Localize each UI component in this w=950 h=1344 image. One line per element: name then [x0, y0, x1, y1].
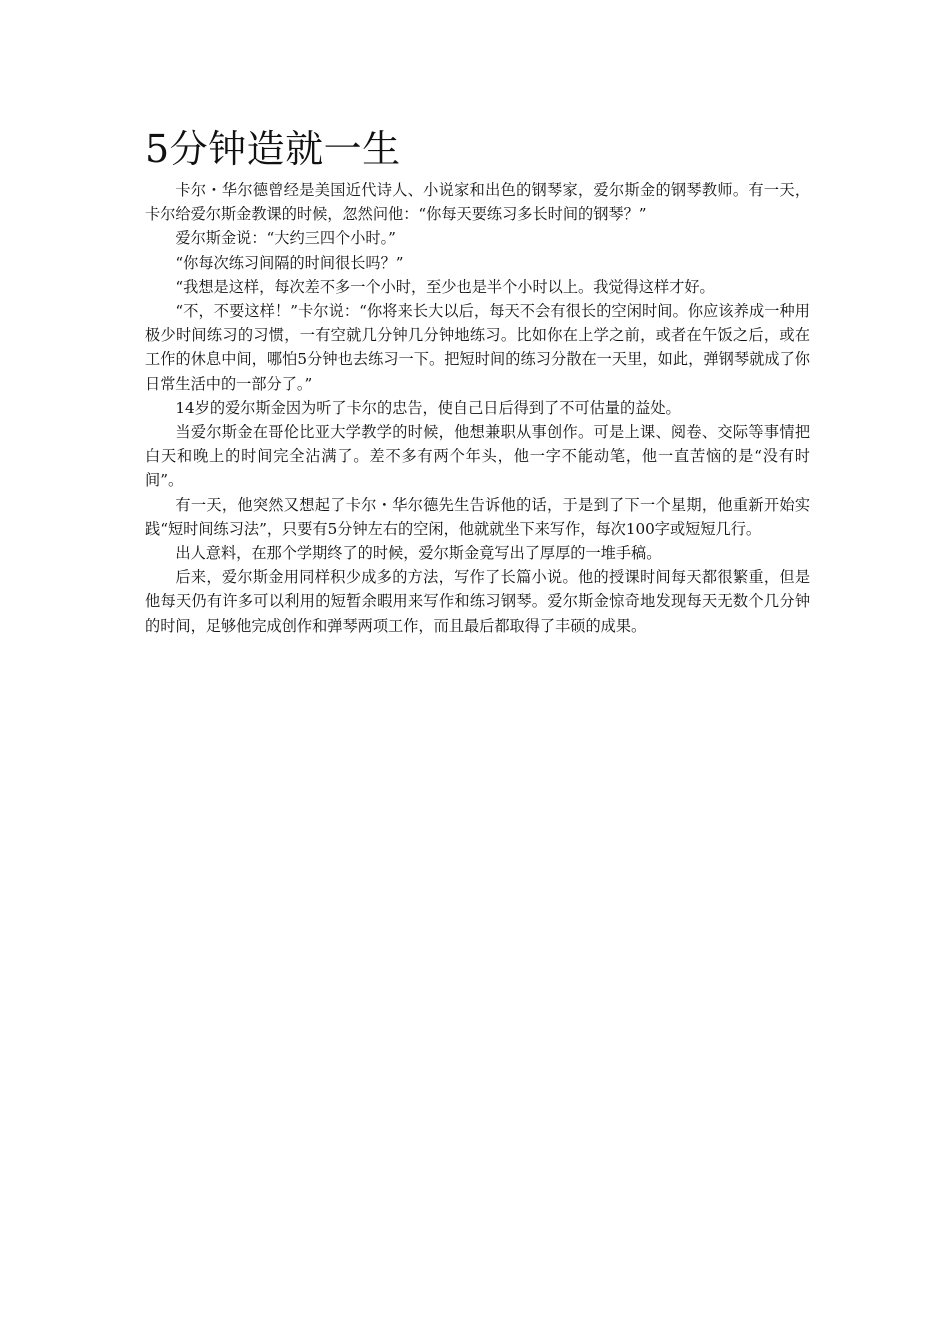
document-page [145, 126, 810, 638]
paragraph: “你每次练习间隔的时间很长吗？” [175, 253, 404, 272]
paragraph: 出人意料，在那个学期终了的时候，爱尔斯金竟写出了厚厚的一堆手稿。 [175, 544, 662, 563]
paragraph: 有一天，他突然又想起了卡尔・华尔德先生告诉他的话，于是到了下一个星期，他重新开始实践“短时间练习法”，只要有5分钟左右的空闲，他就就坐下来写作，每次100字或短短几行。 [145, 495, 810, 538]
paragraph: “不，不要这样！”卡尔说：“你将来长大以后，每天不会有很长的空闲时间。你应该养成一种用极少时间练习的习惯，一有空就几分钟几分钟地练习。比如你在上学之前，或者在午饭之后，或在工作的休息中间，哪怕5分钟也去练习一下。把短时间的练习分散在一天里，如此，弹钢琴就成了你日常生活中的一部分了。” [145, 302, 810, 393]
paragraph: “我想是这样，每次差不多一个小时，至少也是半个小时以上。我觉得这样才好。 [175, 277, 715, 296]
paragraph: 卡尔・华尔德曾经是美国近代诗人、小说家和出色的钢琴家，爱尔斯金的钢琴教师。有一天，卡尔给爱尔斯金教课的时候，忽然问他：“你每天要练习多长时间的钢琴？” [145, 181, 810, 224]
paragraph: 14岁的爱尔斯金因为听了卡尔的忠告，使自己日后得到了不可估量的益处。 [175, 398, 681, 417]
paragraph: 爱尔斯金说：“大约三四个小时。” [175, 229, 396, 248]
document-title: 5分钟造就一生 [145, 127, 401, 171]
paragraph: 当爱尔斯金在哥伦比亚大学教学的时候，他想兼职从事创作。可是上课、阅卷、交际等事情把白天和晚上的时间完全沾满了。差不多有两个年头，他一字不能动笔，他一直苦恼的是“没有时间”。 [145, 423, 810, 490]
paragraph: 后来，爱尔斯金用同样积少成多的方法，写作了长篇小说。他的授课时间每天都很繁重，但是他每天仍有许多可以利用的短暂余暇用来写作和练习钢琴。爱尔斯金惊奇地发现每天无数个几分钟的时间，足够他完成创作和弹琴两项工作，而且最后都取得了丰硕的成果。 [145, 568, 810, 635]
